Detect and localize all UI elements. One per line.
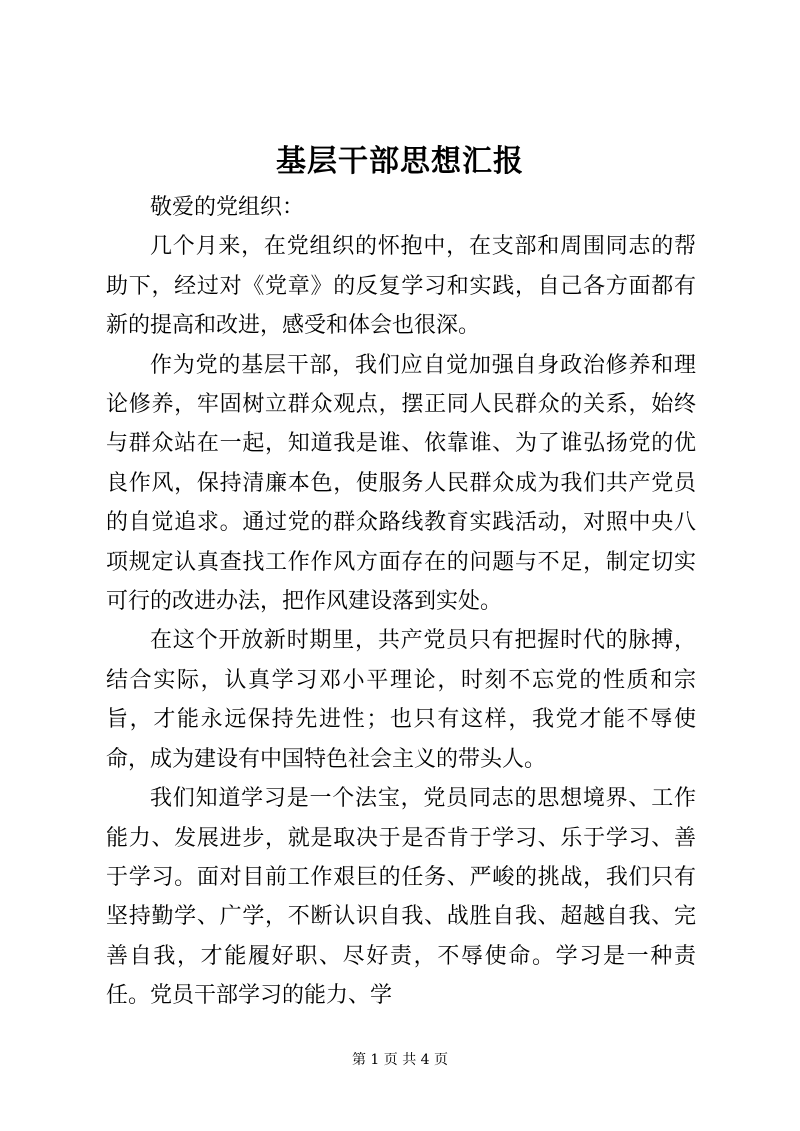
- paragraph-1: 几个月来，在党组织的怀抱中，在支部和周围同志的帮助下，经过对《党章》的反复学习和实践，自己各方面都有新的提高和改进，感受和体会也很深。: [106, 234, 696, 339]
- document-body: [106, 188, 696, 1016]
- paragraph-4: 我们知道学习是一个法宝，党员同志的思想境界、工作能力、发展进步，就是取决于是否肯于学习、乐于学习、善于学习。面对目前工作艰巨的任务、严峻的挑战，我们只有坚持勤学、广学，不断认识自我、战胜自我、超越自我、完善自我，才能履好职、尽好责，不辱使命。学习是一种责任。党员干部学习的能力、学: [106, 786, 696, 1009]
- paragraph-2: 作为党的基层干部，我们应自觉加强自身政治修养和理论修养，牢固树立群众观点，摆正同人民群众的关系，始终与群众站在一起，知道我是谁、依靠谁、为了谁弘扬党的优良作风，保持清廉本色，使服务人民群众成为我们共产党员的自觉追求。通过党的群众路线教育实践活动，对照中央八项规定认真查找工作作风方面存在的问题与不足，制定切实可行的改进办法，把作风建设落到实处。: [106, 352, 696, 615]
- page-footer: 第 1 页 共 4 页: [351, 1052, 449, 1068]
- paragraph-3: 在这个开放新时期里，共产党员只有把握时代的脉搏，结合实际，认真学习邓小平理论，时刻不忘党的性质和宗旨，才能永远保持先进性；也只有这样，我党才能不辱使命，成为建设有中国特色社会主义的带头人。: [106, 628, 696, 772]
- salutation: 敬爱的党组织：: [150, 195, 305, 220]
- document-title: 基层干部思想汇报: [276, 144, 524, 179]
